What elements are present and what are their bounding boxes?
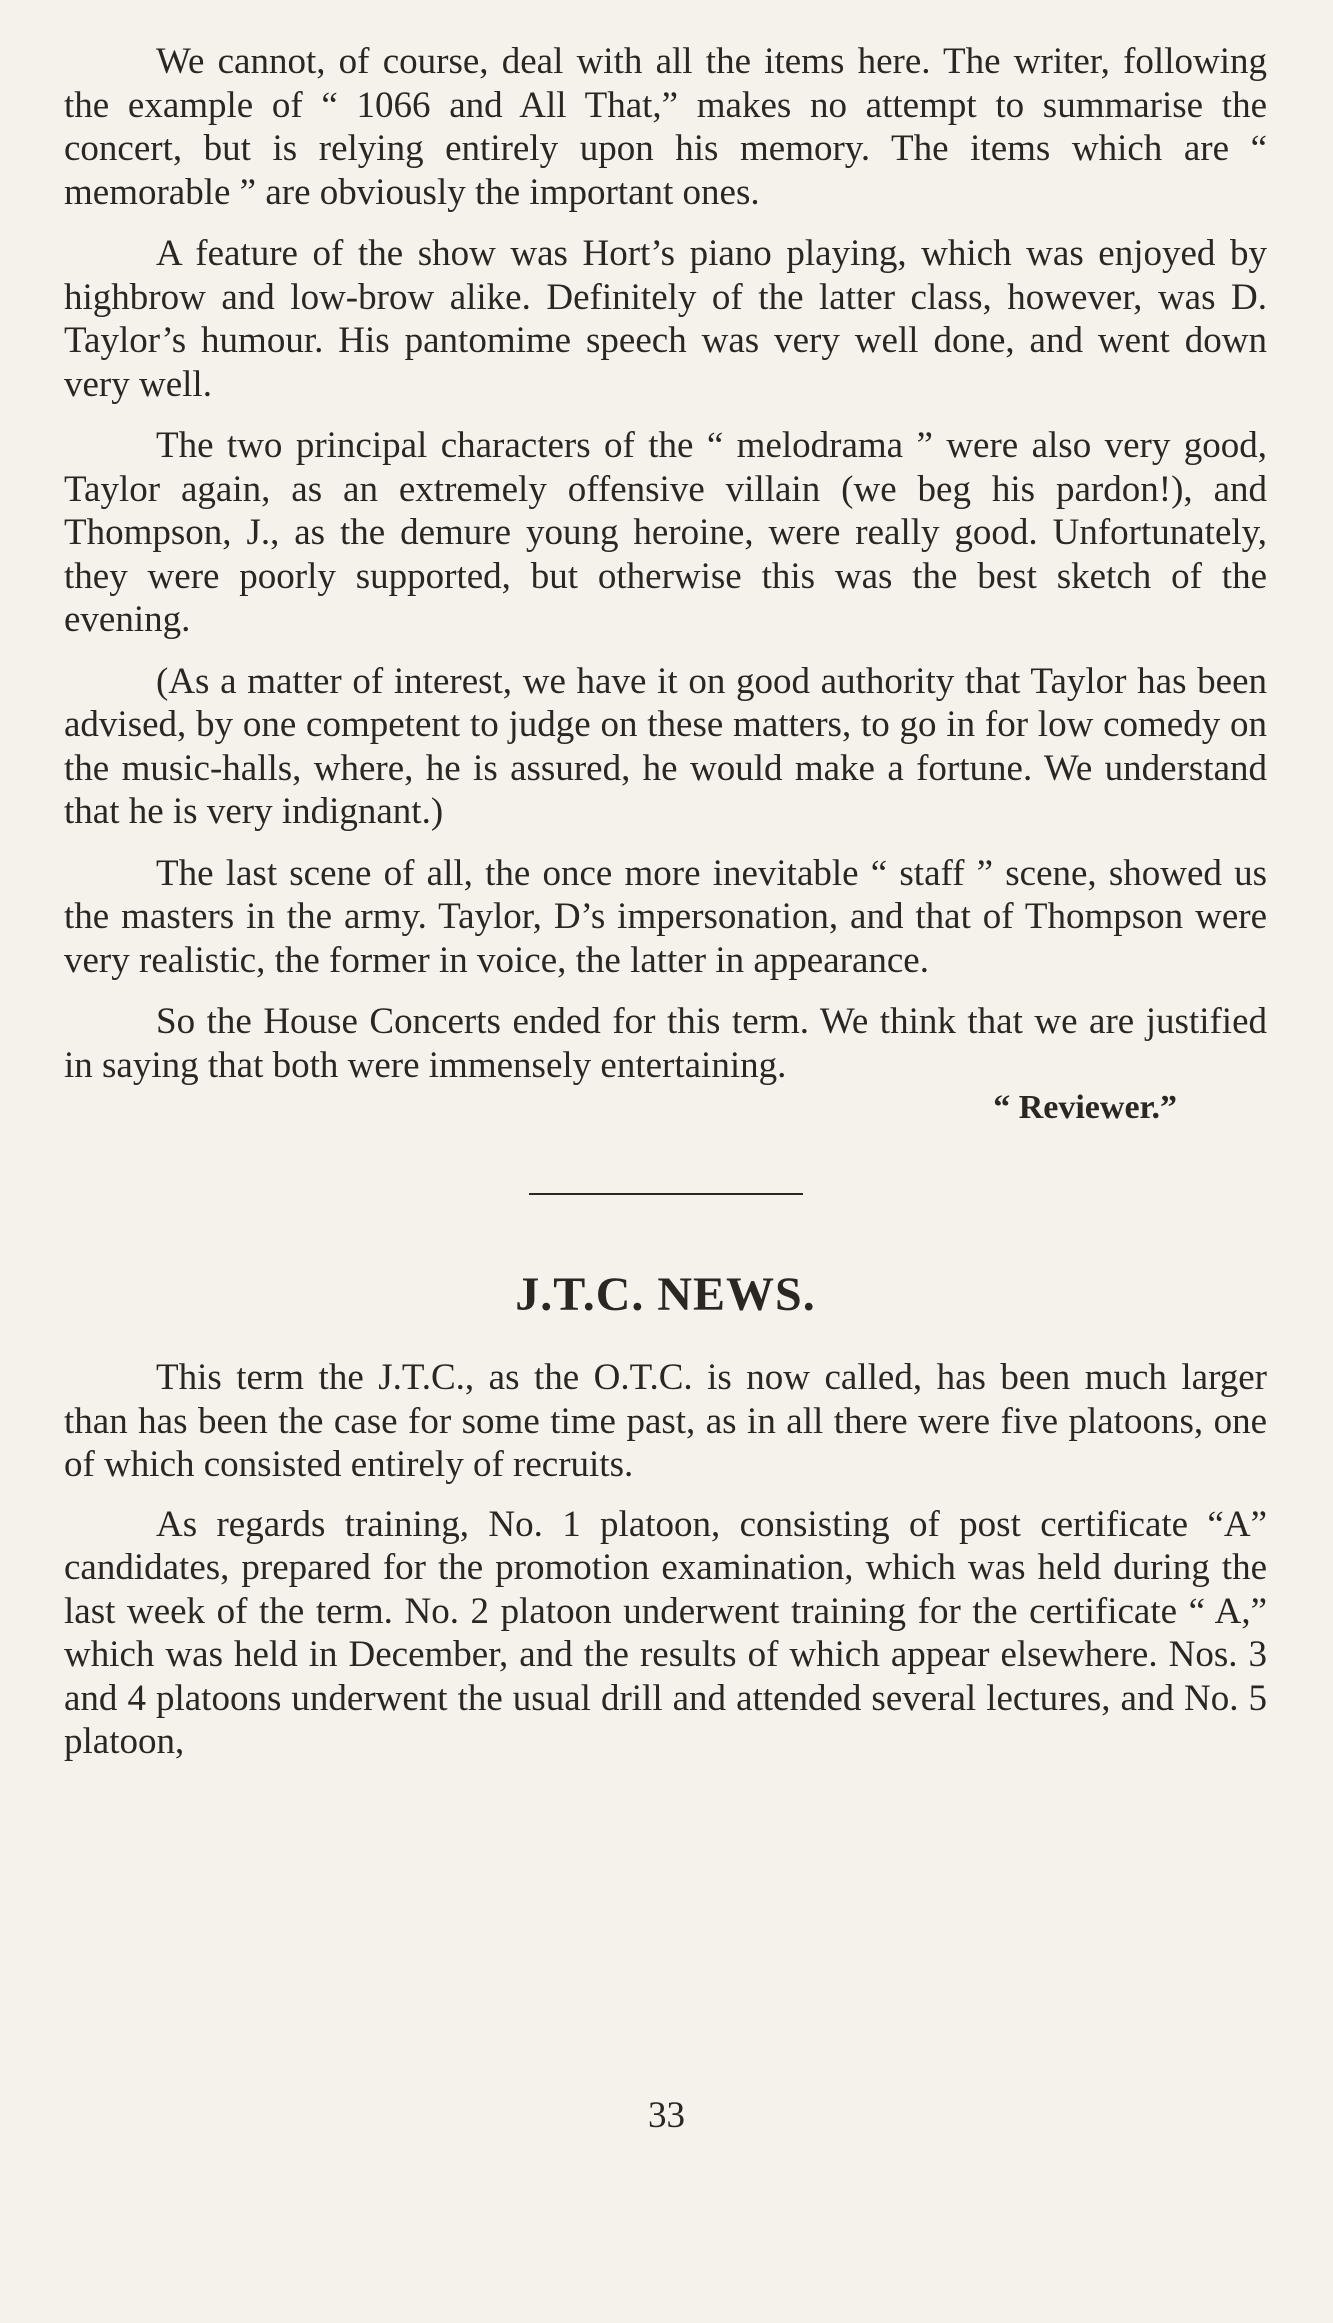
review-paragraph-4: (As a matter of interest, we have it on good authority that Taylor has been advised, by one competent to judge on these matters, to go in for low comedy on the music-halls, where, he is assured, he would make a fortune. We understand that he is very indignant.): [64, 660, 1267, 832]
review-paragraph-2: A feature of the show was Hort’s piano playing, which was enjoyed by highbrow and low-brow alike. Definitely of the latter class, however, was D. Taylor’s humour. His pantomime speech was very well done, and went down very well.: [64, 233, 1267, 405]
page-number: 33: [648, 2095, 685, 2136]
section-divider: [529, 1193, 803, 1195]
review-paragraph-5: The last scene of all, the once more inevitable “ staff ” scene, showed us the masters in the army. Taylor, D’s impersonation, and that of Thompson were very realistic, the former in voice, the latter in appearance.: [64, 852, 1267, 981]
jtc-paragraph-1: This term the J.T.C., as the O.T.C. is now called, has been much larger than has been the case for some time past, as in all there were five platoons, one of which consisted entirely of recruits.: [64, 1357, 1267, 1485]
review-paragraph-3: The two principal characters of the “ melodrama ” were also very good, Taylor again, as an extremely offensive villain (we beg his pardon!), and Thompson, J., as the demure young heroine, were really good. Unfortunately, they were poorly supported, but otherwise this was the best sketch of the evening.: [64, 425, 1267, 640]
review-paragraph-1: We cannot, of course, deal with all the items here. The writer, following the example of “ 1066 and All That,” makes no attempt to summarise the concert, but is relying entirely upon his memory. The items which are “ memorable ” are obviously the important ones.: [64, 41, 1267, 213]
review-signature: “ Reviewer.”: [993, 1089, 1177, 1126]
review-paragraph-6: So the House Concerts ended for this term. We think that we are justified in saying that both were immensely entertaining.: [64, 1001, 1267, 1086]
page-content: [64, 40, 1267, 1764]
jtc-paragraph-2: As regards training, No. 1 platoon, consisting of post certificate “A” candidates, prepared for the promotion examination, which was held during the last week of the term. No. 2 platoon underwent training for the certificate “ A,” which was held in December, and the results of which appear elsewhere. Nos. 3 and 4 platoons underwent the usual drill and attended several lectures, and No. 5 platoon,: [64, 1503, 1267, 1762]
jtc-news-heading: J.T.C. NEWS.: [515, 1268, 816, 1321]
